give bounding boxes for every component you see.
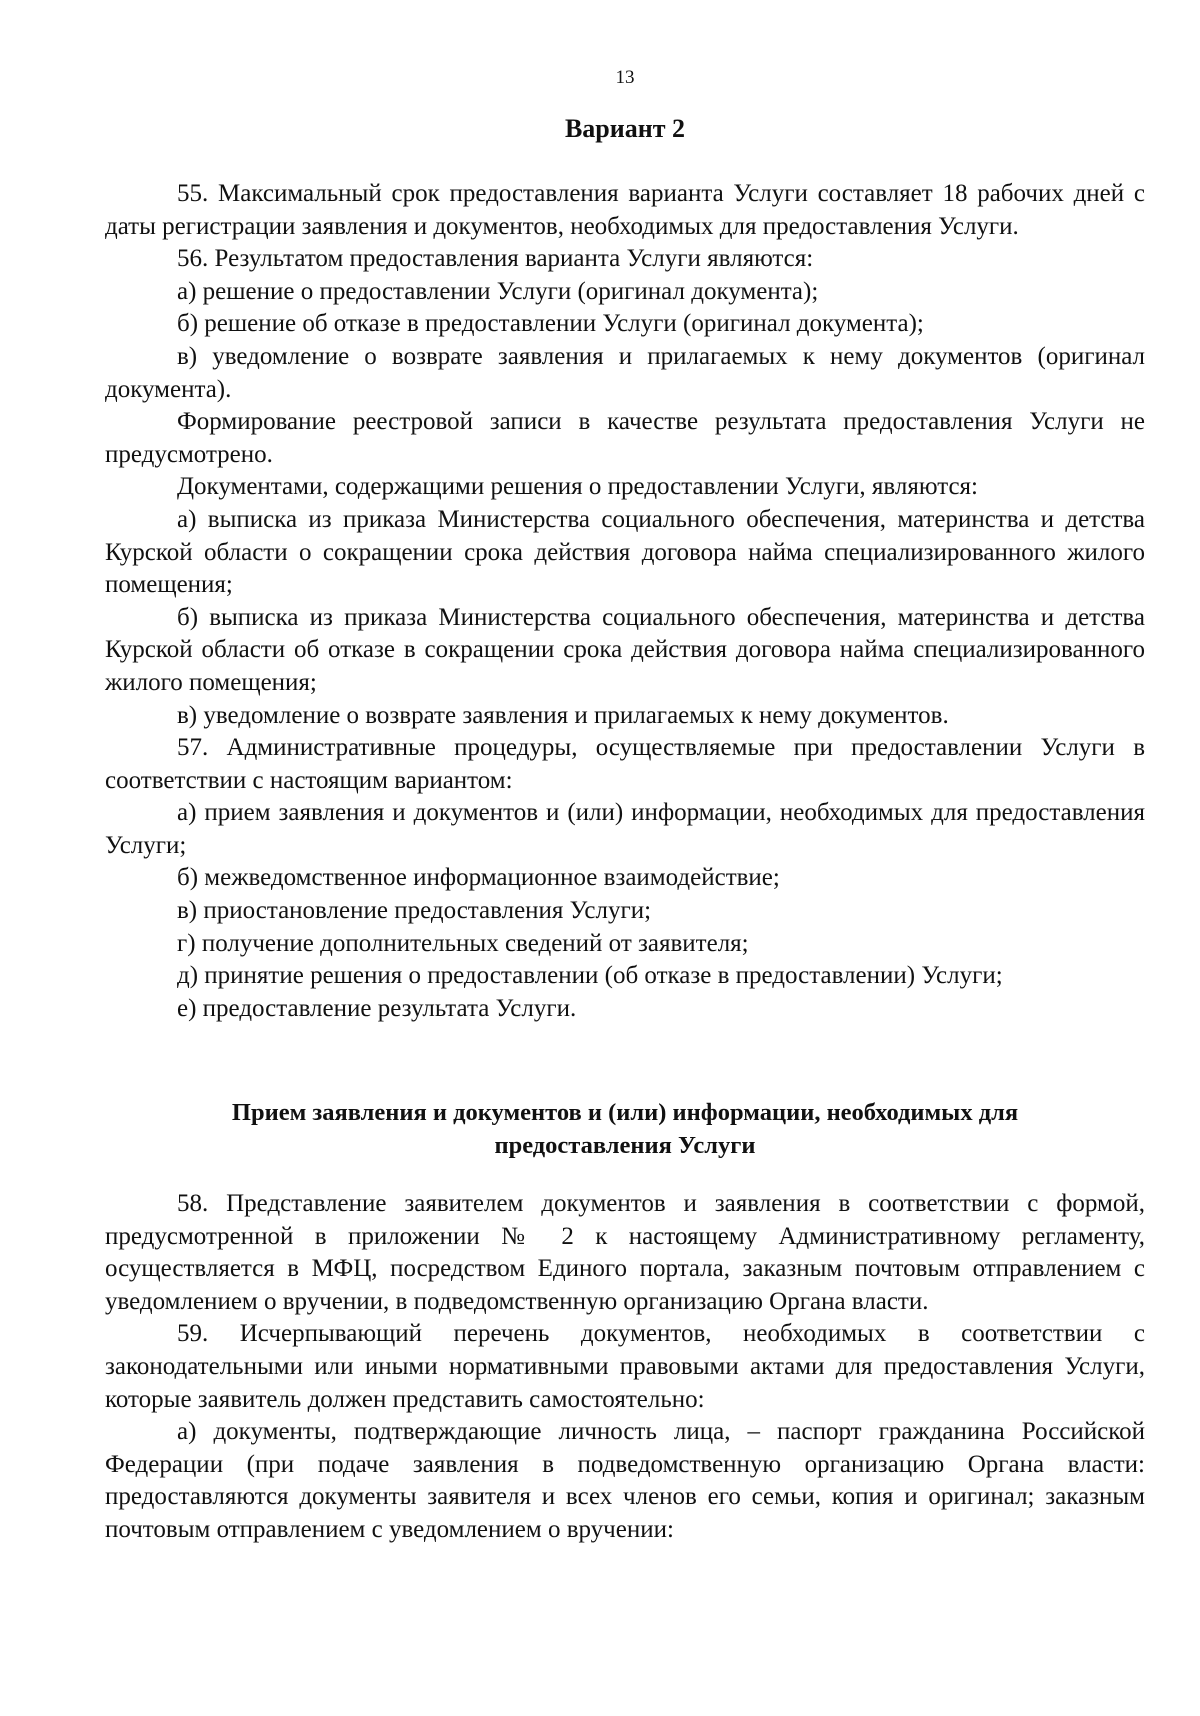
body-text-section-1 bbox=[105, 178, 1145, 1025]
list-item: а) документы, подтверждающие личность лица, – паспорт гражданина Российской Федерации (при подаче заявления в подведомственную организацию Органа власти: предоставляются документы заявителя и всех членов его семьи, копия и оригинал; заказным почтовым отправлением с уведомлением о вручении: bbox=[105, 1418, 1145, 1543]
document-page bbox=[105, 0, 1145, 1716]
paragraph-registry-note: Формирование реестровой записи в качестве результата предоставления Услуги не предусмотрено. bbox=[105, 408, 1145, 468]
list-item: г) получение дополнительных сведений от заявителя; bbox=[177, 929, 749, 957]
paragraph-59: 59. Исчерпывающий перечень документов, необходимых в соответствии с законодательными или иными нормативными правовыми актами для предоставления Услуги, которые заявитель должен представить самостоятельно: bbox=[105, 1320, 1145, 1413]
list-item: б) решение об отказе в предоставлении Услуги (оригинал документа); bbox=[177, 310, 924, 338]
body-text-section-2 bbox=[105, 1188, 1145, 1547]
list-item: а) прием заявления и документов и (или) информации, необходимых для предоставления Услуги; bbox=[105, 799, 1145, 859]
section-heading bbox=[105, 1096, 1145, 1162]
list-item: б) межведомственное информационное взаимодействие; bbox=[177, 864, 780, 892]
paragraph-documents-intro: Документами, содержащими решения о предоставлении Услуги, являются: bbox=[177, 473, 978, 501]
variant-title: Вариант 2 bbox=[564, 114, 686, 143]
paragraph-56: 56. Результатом предоставления варианта Услуги являются: bbox=[177, 245, 814, 273]
paragraph-57: 57. Административные процедуры, осуществляемые при предоставлении Услуги в соответствии с настоящим вариантом: bbox=[105, 734, 1145, 794]
list-item: д) принятие решения о предоставлении (об отказе в предоставлении) Услуги; bbox=[177, 962, 1003, 990]
paragraph-55: 55. Максимальный срок предоставления варианта Услуги составляет 18 рабочих дней с даты регистрации заявления и документов, необходимых для предоставления Услуги. bbox=[105, 180, 1145, 240]
list-item: в) приостановление предоставления Услуги; bbox=[177, 897, 652, 925]
paragraph-58: 58. Представление заявителем документов и заявления в соответствии с формой, предусмотренной в приложении № 2 к настоящему Административному регламенту, осуществляется в МФЦ, посредством Единого портала, заказным почтовым отправлением с уведомлением о вручении, в подведомственную организацию Органа власти. bbox=[105, 1190, 1145, 1315]
list-item: а) решение о предоставлении Услуги (оригинал документа); bbox=[177, 277, 819, 305]
section-heading-line-1: Прием заявления и документов и (или) информации, необходимых для bbox=[231, 1099, 1019, 1126]
section-heading-line-2: предоставления Услуги bbox=[494, 1132, 756, 1159]
page-number: 13 bbox=[615, 67, 635, 88]
list-item: в) уведомление о возврате заявления и прилагаемых к нему документов (оригинал документа). bbox=[105, 342, 1145, 403]
list-item: е) предоставление результата Услуги. bbox=[177, 994, 577, 1022]
list-item: в) уведомление о возврате заявления и прилагаемых к нему документов. bbox=[177, 701, 949, 729]
list-item: б) выписка из приказа Министерства социального обеспечения, материнства и детства Курской области об отказе в сокращении срока действия договора найма специализированного жилого помещения; bbox=[105, 603, 1145, 696]
list-item: а) выписка из приказа Министерства социального обеспечения, материнства и детства Курской области о сокращении срока действия договора найма специализированного жилого помещения; bbox=[105, 505, 1145, 599]
